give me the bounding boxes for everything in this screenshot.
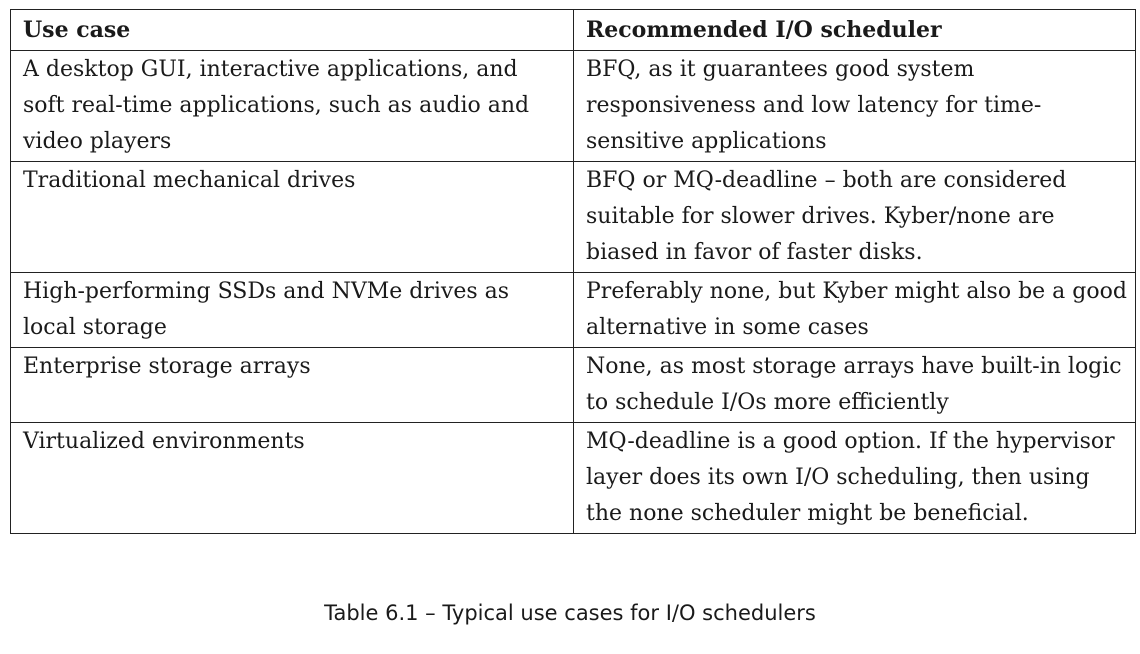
scheduler-table: [10, 9, 1136, 534]
scheduler-cell: Preferably none, but Kyber might also be a good alternative in some cases: [574, 273, 1136, 348]
use-case-cell: High-performing SSDs and NVMe drives as local storage: [11, 273, 574, 348]
use-case-cell: A desktop GUI, interactive applications, and soft real-time applications, such as audio and video players: [11, 51, 574, 162]
table-row: [11, 51, 1136, 162]
table-row: [11, 348, 1136, 423]
table-caption: Table 6.1 – Typical use cases for I/O schedulers: [324, 601, 816, 625]
table-header-row: [11, 10, 1136, 51]
scheduler-cell: None, as most storage arrays have built-in logic to schedule I/Os more efficiently: [574, 348, 1136, 423]
use-case-cell: Enterprise storage arrays: [11, 348, 574, 423]
use-case-cell: Traditional mechanical drives: [11, 162, 574, 273]
header-recommended-scheduler: Recommended I/O scheduler: [574, 10, 1136, 51]
scheduler-cell: MQ-deadline is a good option. If the hypervisor layer does its own I/O scheduling, then using the none scheduler might be beneficial.: [574, 423, 1136, 534]
table-row: [11, 273, 1136, 348]
table-row: [11, 423, 1136, 534]
table-row: [11, 162, 1136, 273]
header-use-case: Use case: [11, 10, 574, 51]
use-case-cell: Virtualized environments: [11, 423, 574, 534]
scheduler-cell: BFQ, as it guarantees good system responsiveness and low latency for time-sensitive applications: [574, 51, 1136, 162]
scheduler-cell: BFQ or MQ-deadline – both are considered suitable for slower drives. Kyber/none are biased in favor of faster disks.: [574, 162, 1136, 273]
